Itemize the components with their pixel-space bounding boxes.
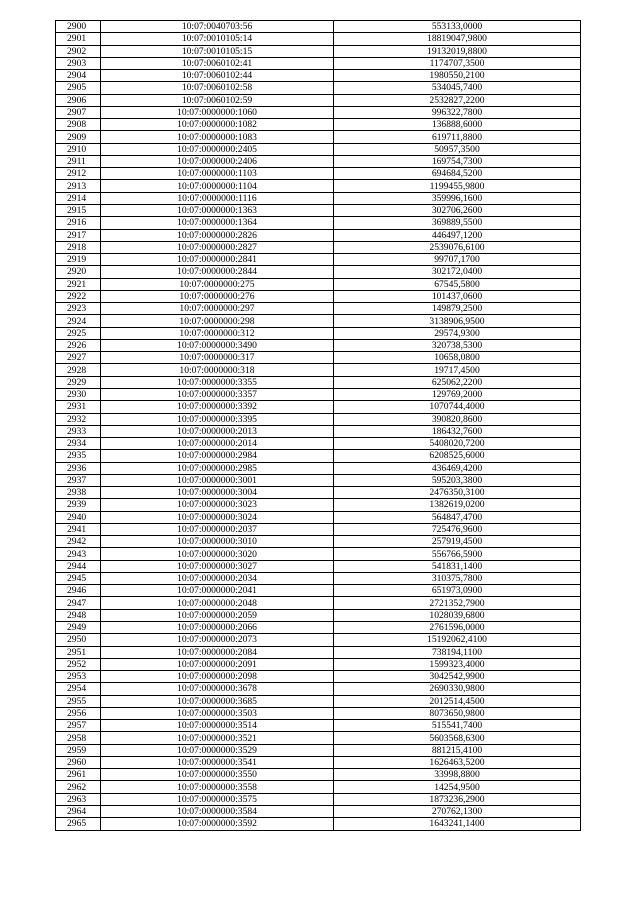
cadastral-number-cell: 10:07:0000000:2984 bbox=[101, 450, 334, 462]
table-row bbox=[56, 204, 581, 216]
row-number-cell: 2923 bbox=[56, 303, 101, 315]
cadastral-value-cell: 515541,7400 bbox=[334, 720, 581, 732]
cadastral-value-cell: 738194,1100 bbox=[334, 646, 581, 658]
row-number-cell: 2903 bbox=[56, 57, 101, 69]
table-row bbox=[56, 364, 581, 376]
cadastral-value-cell: 15192062,4100 bbox=[334, 634, 581, 646]
row-number-cell: 2963 bbox=[56, 793, 101, 805]
row-number-cell: 2900 bbox=[56, 21, 101, 33]
table-row bbox=[56, 793, 581, 805]
row-number-cell: 2947 bbox=[56, 597, 101, 609]
cadastral-value-cell: 541831,1400 bbox=[334, 560, 581, 572]
row-number-cell: 2924 bbox=[56, 315, 101, 327]
row-number-cell: 2953 bbox=[56, 671, 101, 683]
table-row bbox=[56, 192, 581, 204]
table-row bbox=[56, 106, 581, 118]
cadastral-number-cell: 10:07:0000000:318 bbox=[101, 364, 334, 376]
cadastral-value-cell: 270762,1300 bbox=[334, 806, 581, 818]
row-number-cell: 2955 bbox=[56, 695, 101, 707]
row-number-cell: 2956 bbox=[56, 707, 101, 719]
table-row bbox=[56, 634, 581, 646]
cadastral-number-cell: 10:07:0000000:317 bbox=[101, 352, 334, 364]
cadastral-value-cell: 3138906,9500 bbox=[334, 315, 581, 327]
row-number-cell: 2933 bbox=[56, 425, 101, 437]
cadastral-value-cell: 1199455,9800 bbox=[334, 180, 581, 192]
table-row bbox=[56, 732, 581, 744]
table-row bbox=[56, 327, 581, 339]
cadastral-value-cell: 99707,1700 bbox=[334, 254, 581, 266]
cadastral-number-cell: 10:07:0000000:2037 bbox=[101, 523, 334, 535]
table-row bbox=[56, 438, 581, 450]
row-number-cell: 2954 bbox=[56, 683, 101, 695]
cadastral-number-cell: 10:07:0000000:3529 bbox=[101, 744, 334, 756]
cadastral-number-cell: 10:07:0000000:2084 bbox=[101, 646, 334, 658]
row-number-cell: 2932 bbox=[56, 413, 101, 425]
row-number-cell: 2945 bbox=[56, 572, 101, 584]
row-number-cell: 2965 bbox=[56, 818, 101, 830]
cadastral-value-cell: 881215,4100 bbox=[334, 744, 581, 756]
table-row bbox=[56, 622, 581, 634]
table-row bbox=[56, 462, 581, 474]
cadastral-number-cell: 10:07:0000000:2034 bbox=[101, 572, 334, 584]
cadastral-value-cell: 369889,5500 bbox=[334, 217, 581, 229]
table-row bbox=[56, 94, 581, 106]
cadastral-number-cell: 10:07:0000000:3001 bbox=[101, 474, 334, 486]
row-number-cell: 2939 bbox=[56, 499, 101, 511]
cadastral-number-cell: 10:07:0060102:44 bbox=[101, 70, 334, 82]
cadastral-value-cell: 2539076,6100 bbox=[334, 241, 581, 253]
cadastral-number-cell: 10:07:0000000:3514 bbox=[101, 720, 334, 732]
cadastral-number-cell: 10:07:0000000:1104 bbox=[101, 180, 334, 192]
cadastral-number-cell: 10:07:0000000:2827 bbox=[101, 241, 334, 253]
table-row bbox=[56, 683, 581, 695]
row-number-cell: 2909 bbox=[56, 131, 101, 143]
table-row bbox=[56, 609, 581, 621]
cadastral-value-cell: 2532827,2200 bbox=[334, 94, 581, 106]
row-number-cell: 2907 bbox=[56, 106, 101, 118]
cadastral-value-cell: 310375,7800 bbox=[334, 572, 581, 584]
cadastral-value-cell: 149879,2500 bbox=[334, 303, 581, 315]
cadastral-number-cell: 10:07:0060102:59 bbox=[101, 94, 334, 106]
cadastral-value-cell: 619711,8800 bbox=[334, 131, 581, 143]
cadastral-value-cell: 29574,9300 bbox=[334, 327, 581, 339]
row-number-cell: 2910 bbox=[56, 143, 101, 155]
cadastral-number-cell: 10:07:0000000:1082 bbox=[101, 119, 334, 131]
row-number-cell: 2911 bbox=[56, 155, 101, 167]
cadastral-value-cell: 50957,3500 bbox=[334, 143, 581, 155]
row-number-cell: 2959 bbox=[56, 744, 101, 756]
row-number-cell: 2937 bbox=[56, 474, 101, 486]
row-number-cell: 2948 bbox=[56, 609, 101, 621]
cadastral-number-cell: 10:07:0000000:3004 bbox=[101, 487, 334, 499]
table-row bbox=[56, 217, 581, 229]
row-number-cell: 2940 bbox=[56, 511, 101, 523]
cadastral-number-cell: 10:07:0000000:3010 bbox=[101, 536, 334, 548]
cadastral-value-cell: 725476,9600 bbox=[334, 523, 581, 535]
table-row bbox=[56, 523, 581, 535]
row-number-cell: 2938 bbox=[56, 487, 101, 499]
table-row bbox=[56, 707, 581, 719]
cadastral-number-cell: 10:07:0000000:1363 bbox=[101, 204, 334, 216]
table-row bbox=[56, 474, 581, 486]
table-row bbox=[56, 266, 581, 278]
row-number-cell: 2918 bbox=[56, 241, 101, 253]
table-row bbox=[56, 499, 581, 511]
cadastral-value-cell: 169754,7300 bbox=[334, 155, 581, 167]
cadastral-number-cell: 10:07:0000000:2985 bbox=[101, 462, 334, 474]
table-row bbox=[56, 487, 581, 499]
cadastral-number-cell: 10:07:0000000:1083 bbox=[101, 131, 334, 143]
table-row bbox=[56, 388, 581, 400]
cadastral-value-table bbox=[55, 20, 581, 831]
row-number-cell: 2908 bbox=[56, 119, 101, 131]
cadastral-value-cell: 1626463,5200 bbox=[334, 756, 581, 768]
table-row bbox=[56, 744, 581, 756]
cadastral-number-cell: 10:07:0000000:1364 bbox=[101, 217, 334, 229]
table-row bbox=[56, 511, 581, 523]
cadastral-value-cell: 1599323,4000 bbox=[334, 658, 581, 670]
cadastral-value-cell: 2721352,7900 bbox=[334, 597, 581, 609]
row-number-cell: 2957 bbox=[56, 720, 101, 732]
cadastral-number-cell: 10:07:0000000:275 bbox=[101, 278, 334, 290]
cadastral-value-cell: 67545,5800 bbox=[334, 278, 581, 290]
cadastral-value-cell: 1980550,2100 bbox=[334, 70, 581, 82]
cadastral-value-cell: 8073650,9800 bbox=[334, 707, 581, 719]
table-row bbox=[56, 21, 581, 33]
cadastral-number-cell: 10:07:0000000:1060 bbox=[101, 106, 334, 118]
row-number-cell: 2934 bbox=[56, 438, 101, 450]
cadastral-number-cell: 10:07:0000000:3678 bbox=[101, 683, 334, 695]
row-number-cell: 2949 bbox=[56, 622, 101, 634]
cadastral-value-cell: 390820,8600 bbox=[334, 413, 581, 425]
cadastral-number-cell: 10:07:0000000:3024 bbox=[101, 511, 334, 523]
table-row bbox=[56, 45, 581, 57]
table-row bbox=[56, 155, 581, 167]
table-row bbox=[56, 781, 581, 793]
cadastral-value-cell: 186432,7600 bbox=[334, 425, 581, 437]
row-number-cell: 2942 bbox=[56, 536, 101, 548]
cadastral-number-cell: 10:07:0000000:3355 bbox=[101, 376, 334, 388]
row-number-cell: 2917 bbox=[56, 229, 101, 241]
cadastral-value-cell: 556766,5900 bbox=[334, 548, 581, 560]
table-row bbox=[56, 413, 581, 425]
table-row bbox=[56, 168, 581, 180]
cadastral-value-cell: 625062,2200 bbox=[334, 376, 581, 388]
row-number-cell: 2930 bbox=[56, 388, 101, 400]
cadastral-value-cell: 359996,1600 bbox=[334, 192, 581, 204]
cadastral-number-cell: 10:07:0000000:2844 bbox=[101, 266, 334, 278]
cadastral-number-cell: 10:07:0000000:1116 bbox=[101, 192, 334, 204]
table-row bbox=[56, 560, 581, 572]
table-row bbox=[56, 769, 581, 781]
cadastral-number-cell: 10:07:0000000:3392 bbox=[101, 401, 334, 413]
cadastral-value-cell: 33998,8800 bbox=[334, 769, 581, 781]
cadastral-value-cell: 1028039,6800 bbox=[334, 609, 581, 621]
cadastral-value-cell: 446497,1200 bbox=[334, 229, 581, 241]
row-number-cell: 2919 bbox=[56, 254, 101, 266]
cadastral-value-cell: 10658,0800 bbox=[334, 352, 581, 364]
row-number-cell: 2944 bbox=[56, 560, 101, 572]
cadastral-value-cell: 534045,7400 bbox=[334, 82, 581, 94]
cadastral-number-cell: 10:07:0010105:14 bbox=[101, 33, 334, 45]
table-row bbox=[56, 646, 581, 658]
cadastral-number-cell: 10:07:0040703:56 bbox=[101, 21, 334, 33]
cadastral-value-cell: 6208525,6000 bbox=[334, 450, 581, 462]
row-number-cell: 2915 bbox=[56, 204, 101, 216]
table-row bbox=[56, 572, 581, 584]
row-number-cell: 2928 bbox=[56, 364, 101, 376]
cadastral-number-cell: 10:07:0000000:2073 bbox=[101, 634, 334, 646]
table-row bbox=[56, 585, 581, 597]
cadastral-value-cell: 1873236,2900 bbox=[334, 793, 581, 805]
cadastral-value-cell: 651973,0900 bbox=[334, 585, 581, 597]
cadastral-number-cell: 10:07:0000000:3357 bbox=[101, 388, 334, 400]
cadastral-number-cell: 10:07:0000000:3541 bbox=[101, 756, 334, 768]
row-number-cell: 2961 bbox=[56, 769, 101, 781]
row-number-cell: 2964 bbox=[56, 806, 101, 818]
cadastral-number-cell: 10:07:0000000:3685 bbox=[101, 695, 334, 707]
cadastral-value-cell: 1174707,3500 bbox=[334, 57, 581, 69]
row-number-cell: 2905 bbox=[56, 82, 101, 94]
cadastral-value-cell: 101437,0600 bbox=[334, 290, 581, 302]
row-number-cell: 2950 bbox=[56, 634, 101, 646]
cadastral-number-cell: 10:07:0000000:2048 bbox=[101, 597, 334, 609]
cadastral-number-cell: 10:07:0010105:15 bbox=[101, 45, 334, 57]
cadastral-value-cell: 436469,4200 bbox=[334, 462, 581, 474]
cadastral-value-cell: 136888,6000 bbox=[334, 119, 581, 131]
table-row bbox=[56, 70, 581, 82]
cadastral-value-cell: 553133,0000 bbox=[334, 21, 581, 33]
cadastral-number-cell: 10:07:0000000:3584 bbox=[101, 806, 334, 818]
cadastral-number-cell: 10:07:0000000:3395 bbox=[101, 413, 334, 425]
row-number-cell: 2922 bbox=[56, 290, 101, 302]
table-row bbox=[56, 254, 581, 266]
table-row bbox=[56, 241, 581, 253]
cadastral-value-cell: 2476350,3100 bbox=[334, 487, 581, 499]
cadastral-number-cell: 10:07:0000000:2826 bbox=[101, 229, 334, 241]
row-number-cell: 2943 bbox=[56, 548, 101, 560]
cadastral-value-cell: 302172,0400 bbox=[334, 266, 581, 278]
row-number-cell: 2925 bbox=[56, 327, 101, 339]
cadastral-number-cell: 10:07:0000000:2066 bbox=[101, 622, 334, 634]
row-number-cell: 2946 bbox=[56, 585, 101, 597]
cadastral-value-cell: 1382619,0200 bbox=[334, 499, 581, 511]
table-row bbox=[56, 658, 581, 670]
cadastral-value-cell: 564847,4700 bbox=[334, 511, 581, 523]
cadastral-value-cell: 14254,9500 bbox=[334, 781, 581, 793]
cadastral-number-cell: 10:07:0000000:2091 bbox=[101, 658, 334, 670]
cadastral-number-cell: 10:07:0000000:2041 bbox=[101, 585, 334, 597]
row-number-cell: 2906 bbox=[56, 94, 101, 106]
table-row bbox=[56, 720, 581, 732]
cadastral-value-cell: 595203,3800 bbox=[334, 474, 581, 486]
table-row bbox=[56, 536, 581, 548]
cadastral-number-cell: 10:07:0000000:2406 bbox=[101, 155, 334, 167]
row-number-cell: 2902 bbox=[56, 45, 101, 57]
table-row bbox=[56, 229, 581, 241]
table-row bbox=[56, 315, 581, 327]
row-number-cell: 2904 bbox=[56, 70, 101, 82]
cadastral-number-cell: 10:07:0000000:1103 bbox=[101, 168, 334, 180]
row-number-cell: 2921 bbox=[56, 278, 101, 290]
cadastral-value-cell: 1070744,4000 bbox=[334, 401, 581, 413]
cadastral-value-cell: 1643241,1400 bbox=[334, 818, 581, 830]
table-row bbox=[56, 290, 581, 302]
cadastral-value-cell: 3042542,9900 bbox=[334, 671, 581, 683]
table-row bbox=[56, 303, 581, 315]
cadastral-number-cell: 10:07:0000000:3023 bbox=[101, 499, 334, 511]
row-number-cell: 2951 bbox=[56, 646, 101, 658]
table-row bbox=[56, 671, 581, 683]
row-number-cell: 2935 bbox=[56, 450, 101, 462]
row-number-cell: 2931 bbox=[56, 401, 101, 413]
cadastral-value-cell: 2012514,4500 bbox=[334, 695, 581, 707]
row-number-cell: 2960 bbox=[56, 756, 101, 768]
cadastral-number-cell: 10:07:0000000:2405 bbox=[101, 143, 334, 155]
table-body bbox=[56, 21, 581, 831]
row-number-cell: 2912 bbox=[56, 168, 101, 180]
table-row bbox=[56, 818, 581, 830]
cadastral-number-cell: 10:07:0000000:3027 bbox=[101, 560, 334, 572]
cadastral-number-cell: 10:07:0000000:2841 bbox=[101, 254, 334, 266]
row-number-cell: 2913 bbox=[56, 180, 101, 192]
row-number-cell: 2926 bbox=[56, 339, 101, 351]
row-number-cell: 2916 bbox=[56, 217, 101, 229]
table-row bbox=[56, 278, 581, 290]
row-number-cell: 2952 bbox=[56, 658, 101, 670]
cadastral-number-cell: 10:07:0000000:297 bbox=[101, 303, 334, 315]
row-number-cell: 2914 bbox=[56, 192, 101, 204]
cadastral-number-cell: 10:07:0000000:3521 bbox=[101, 732, 334, 744]
row-number-cell: 2941 bbox=[56, 523, 101, 535]
table-row bbox=[56, 119, 581, 131]
row-number-cell: 2929 bbox=[56, 376, 101, 388]
cadastral-number-cell: 10:07:0000000:2014 bbox=[101, 438, 334, 450]
cadastral-value-cell: 19717,4500 bbox=[334, 364, 581, 376]
cadastral-number-cell: 10:07:0000000:2098 bbox=[101, 671, 334, 683]
table-row bbox=[56, 180, 581, 192]
table-row bbox=[56, 143, 581, 155]
row-number-cell: 2958 bbox=[56, 732, 101, 744]
table-row bbox=[56, 806, 581, 818]
cadastral-value-cell: 5603568,6300 bbox=[334, 732, 581, 744]
table-row bbox=[56, 33, 581, 45]
table-row bbox=[56, 450, 581, 462]
cadastral-number-cell: 10:07:0000000:3550 bbox=[101, 769, 334, 781]
cadastral-number-cell: 10:07:0000000:3020 bbox=[101, 548, 334, 560]
cadastral-value-cell: 18819047,9800 bbox=[334, 33, 581, 45]
table-row bbox=[56, 352, 581, 364]
cadastral-value-cell: 257919,4500 bbox=[334, 536, 581, 548]
cadastral-number-cell: 10:07:0000000:2059 bbox=[101, 609, 334, 621]
cadastral-number-cell: 10:07:0000000:3503 bbox=[101, 707, 334, 719]
cadastral-number-cell: 10:07:0060102:58 bbox=[101, 82, 334, 94]
cadastral-number-cell: 10:07:0000000:312 bbox=[101, 327, 334, 339]
table-row bbox=[56, 376, 581, 388]
cadastral-value-cell: 320738,5300 bbox=[334, 339, 581, 351]
table-row bbox=[56, 597, 581, 609]
table-row bbox=[56, 695, 581, 707]
cadastral-number-cell: 10:07:0000000:298 bbox=[101, 315, 334, 327]
cadastral-value-cell: 2761596,0000 bbox=[334, 622, 581, 634]
row-number-cell: 2901 bbox=[56, 33, 101, 45]
table-row bbox=[56, 82, 581, 94]
cadastral-value-cell: 996322,7800 bbox=[334, 106, 581, 118]
cadastral-value-cell: 2690330,9800 bbox=[334, 683, 581, 695]
table-row bbox=[56, 548, 581, 560]
row-number-cell: 2920 bbox=[56, 266, 101, 278]
table-row bbox=[56, 339, 581, 351]
cadastral-number-cell: 10:07:0000000:3575 bbox=[101, 793, 334, 805]
table-row bbox=[56, 57, 581, 69]
table-row bbox=[56, 756, 581, 768]
cadastral-value-cell: 302706,2600 bbox=[334, 204, 581, 216]
cadastral-number-cell: 10:07:0000000:276 bbox=[101, 290, 334, 302]
cadastral-number-cell: 10:07:0000000:3592 bbox=[101, 818, 334, 830]
cadastral-value-cell: 5408020,7200 bbox=[334, 438, 581, 450]
cadastral-number-cell: 10:07:0060102:41 bbox=[101, 57, 334, 69]
table-row bbox=[56, 425, 581, 437]
row-number-cell: 2927 bbox=[56, 352, 101, 364]
cadastral-value-cell: 19132019,8800 bbox=[334, 45, 581, 57]
row-number-cell: 2936 bbox=[56, 462, 101, 474]
cadastral-number-cell: 10:07:0000000:2013 bbox=[101, 425, 334, 437]
cadastral-number-cell: 10:07:0000000:3490 bbox=[101, 339, 334, 351]
table-row bbox=[56, 131, 581, 143]
row-number-cell: 2962 bbox=[56, 781, 101, 793]
cadastral-value-cell: 694684,5200 bbox=[334, 168, 581, 180]
cadastral-value-cell: 129769,2000 bbox=[334, 388, 581, 400]
table-row bbox=[56, 401, 581, 413]
cadastral-number-cell: 10:07:0000000:3558 bbox=[101, 781, 334, 793]
